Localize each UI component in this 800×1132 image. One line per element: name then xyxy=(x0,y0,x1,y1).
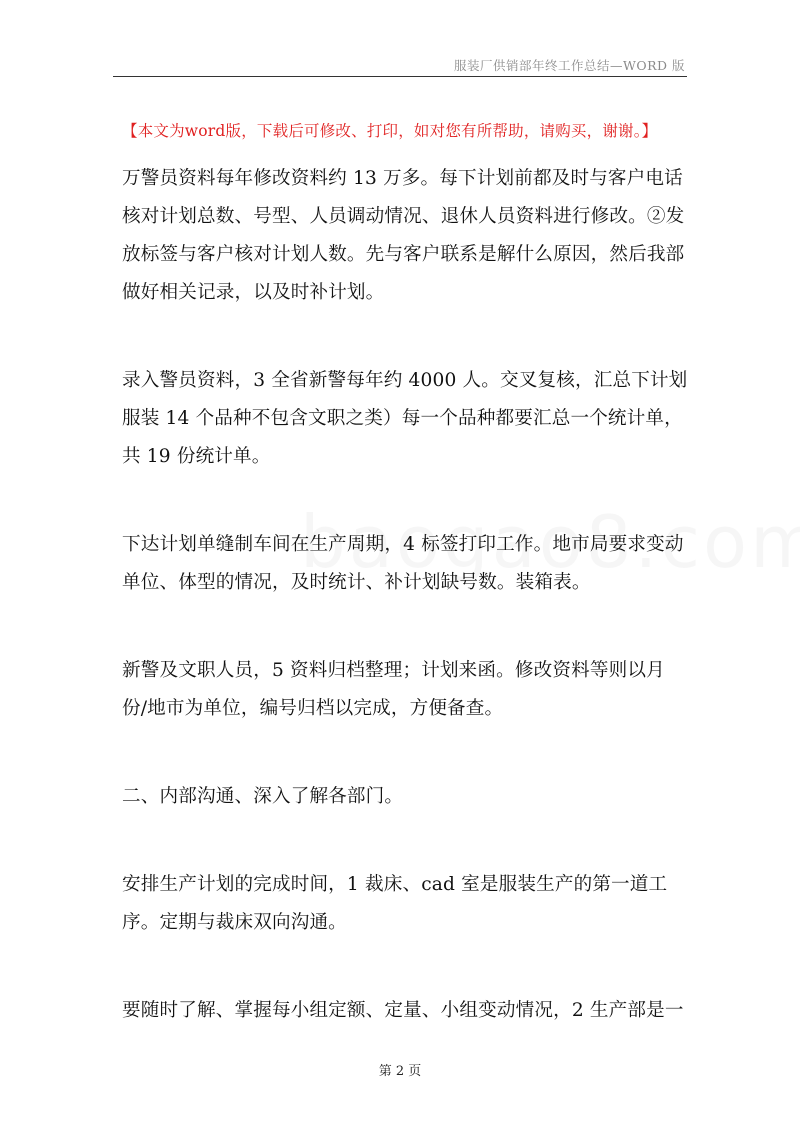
paragraph: 要随时了解、掌握每小组定额、定量、小组变动情况，2 生产部是一 xyxy=(122,1000,684,1021)
paragraph: 录入警员资料，3 全省新警每年约 4000 人。交叉复核，汇总下计划服装 14 个品种不包含文职之类）每一个品种都要汇总一个统计单，共 19 份统计单。 xyxy=(122,370,688,467)
download-notice: 【本文为word版，下载后可修改、打印，如对您有所帮助，请购买，谢谢。】 xyxy=(122,122,658,140)
header-rule xyxy=(113,76,687,77)
section-heading: 二、内部沟通、深入了解各部门。 xyxy=(122,786,404,807)
page-header-title: 服装厂供销部年终工作总结—WORD 版 xyxy=(453,58,685,73)
paragraph: 万警员资料每年修改资料约 13 万多。每下计划前都及时与客户电话核对计划总数、号型、人员调动情况、退休人员资料进行修改。②发放标签与客户核对计划人数。先与客户联系是解什么原因，然后我部做好相关记录，以及时补计划。 xyxy=(122,168,685,303)
paragraph: 下达计划单缝制车间在生产周期，4 标签打印工作。地市局要求变动单位、体型的情况，及时统计、补计划缺号数。装箱表。 xyxy=(122,534,684,593)
document-body xyxy=(122,160,690,1030)
paragraph: 安排生产计划的完成时间，1 裁床、cad 室是服装生产的第一道工序。定期与裁床双向沟通。 xyxy=(122,874,668,933)
paragraph: 新警及文职人员，5 资料归档整理；计划来函。修改资料等则以月份/地市为单位，编号归档以完成，方便备查。 xyxy=(122,660,665,719)
page-number: 第 2 页 xyxy=(378,1064,422,1079)
